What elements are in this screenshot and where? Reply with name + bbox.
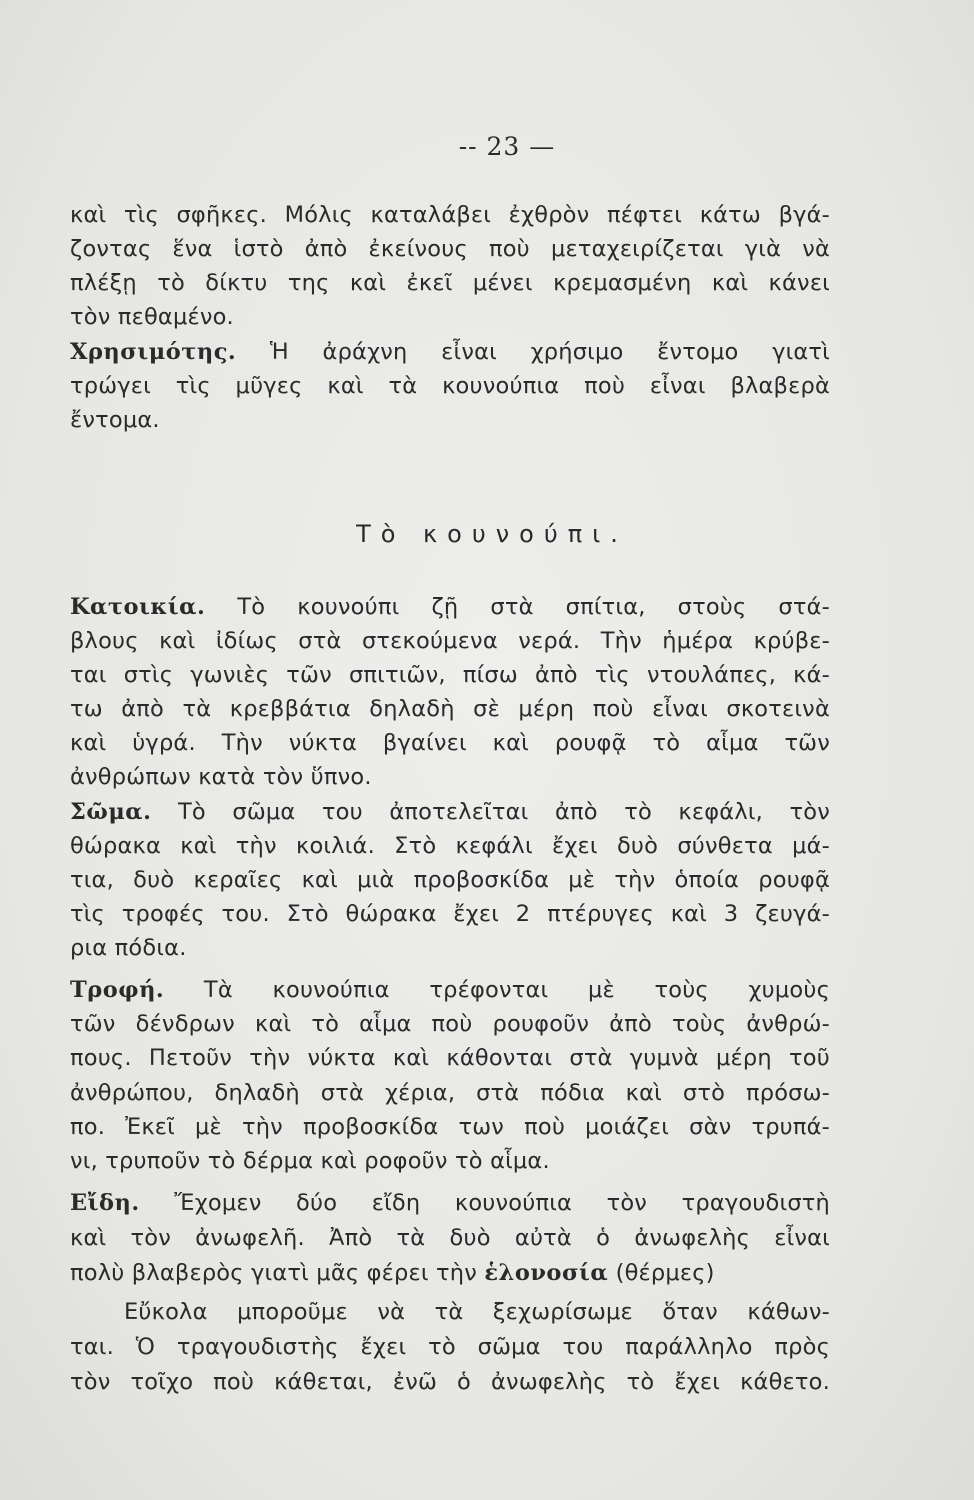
text-line-6: τρώγει τὶς μῦγες καὶ τὰ κουνούπια ποὺ εἶναι βλαβερὰ [70,373,830,399]
text-line-27-end: (θέρμες) [608,1260,715,1286]
text-line-13: ἀνθρώπων κατὰ τὸν ὕπνο. [70,764,372,790]
heading-species: Εἴδη. [70,1190,140,1216]
text-line-4: τὸν πεθαμένο. [70,304,234,330]
text-line-8: Τὸ κουνούπι ζῇ στὰ σπίτια, στοὺς στά- [205,594,830,620]
section-title: Τὸ κουνούπι. [356,520,628,548]
paragraph-habitat [70,591,830,623]
heading-habitat: Κατοικία. [70,594,206,620]
text-line-22: ἀνθρώπου, δηλαδὴ στὰ χέρια, στὰ πόδια καὶ στὸ πρόσω- [70,1080,830,1106]
text-line-20: τῶν δένδρων καὶ τὸ αἷμα ποὺ ρουφοῦν ἀπὸ τοὺς ἀνθρώ- [70,1011,830,1037]
text-line-9: βλους καὶ ἰδίως στὰ στεκούμενα νερά. Τὴν ἡμέρα κρύβε- [70,628,830,654]
text-line-12: καὶ ὑγρά. Τὴν νύκτα βγαίνει καὶ ρουφᾷ τὸ αἷμα τῶν [70,730,830,756]
text-line-15: θώρακα καὶ τὴν κοιλιά. Στὸ κεφάλι ἔχει δυὸ σύνθετα μά- [70,833,830,859]
text-line-30: τὸν τοῖχο ποὺ κάθεται, ἐνῶ ὁ ἀνωφελὴς τὸ ἔχει κάθετο. [70,1369,830,1395]
text-line-10: ται στὶς γωνιὲς τῶν σπιτιῶν, πίσω ἀπὸ τὶς ντουλάπες, κά- [70,662,830,688]
page-number: -- 23 — [458,132,556,161]
text-line-26: καὶ τὸν ἀνωφελῆ. Ἀπὸ τὰ δυὸ αὐτὰ ὁ ἀνωφελὴς εἶναι [70,1225,830,1251]
text-line-27 [70,1257,830,1289]
text-line-2: ζοντας ἕνα ἱστὸ ἀπὸ ἐκείνους ποὺ μεταχειρίζεται γιὰ νὰ [70,236,830,262]
text-line-7: ἔντομα. [70,407,160,433]
term-malaria: ἑλονοσία [484,1260,609,1286]
text-line-3: πλέξῃ τὸ δίκτυ της καὶ ἐκεῖ μένει κρεμασμένη καὶ κάνει [70,270,830,296]
text-line-27-start: πολὺ βλαβερὸς γιατὶ μᾶς φέρει τὴν [70,1260,485,1286]
paragraph-usefulness [70,336,830,368]
text-line-23: πο. Ἐκεῖ μὲ τὴν προβοσκίδα των ποὺ μοιάζει σὰν τρυπά- [70,1114,830,1140]
paragraph-food [70,974,830,1006]
text-line-18: ρια πόδια. [70,935,187,961]
text-line-24: νι, τρυποῦν τὸ δέρμα καὶ ροφοῦν τὸ αἷμα. [70,1148,550,1174]
text-line-21: πους. Πετοῦν τὴν νύκτα καὶ κάθονται στὰ γυμνὰ μέρη τοῦ [70,1045,830,1071]
text-line-11: τω ἀπὸ τὰ κρεββάτια δηλαδὴ σὲ μέρη ποὺ εἶναι σκοτεινὰ [70,696,830,722]
text-line-14: Τὸ σῶμα του ἀποτελεῖται ἀπὸ τὸ κεφάλι, τὸν [151,799,830,825]
text-line-19: Τὰ κουνούπια τρέφονται μὲ τοὺς χυμοὺς [164,977,830,1003]
heading-usefulness: Χρησιμότης. [70,339,237,365]
text-line-29: ται. Ὁ τραγουδιστὴς ἔχει τὸ σῶμα του παράλληλο πρὸς [70,1334,830,1360]
text-line-5: Ἡ ἀράχνη εἶναι χρήσιμο ἔντομο γιατὶ [236,339,830,365]
text-line-17: τὶς τροφές του. Στὸ θώρακα ἔχει 2 πτέρυγες καὶ 3 ζευγά- [70,901,830,927]
heading-body: Σῶμα. [70,799,152,825]
text-line-25: Ἔχομεν δύο εἴδη κουνούπια τὸν τραγουδιστὴ [139,1190,830,1216]
text-line-1: καὶ τὶς σφῆκες. Μόλις καταλάβει ἐχθρὸν πέφτει κάτω βγά- [70,202,830,228]
heading-food: Τροφή. [70,977,165,1003]
paragraph-species [70,1187,830,1219]
text-line-16: τια, δυὸ κεραῖες καὶ μιὰ προβοσκίδα μὲ τὴν ὁποία ρουφᾷ [70,867,830,893]
paragraph-body [70,796,830,828]
text-line-28: Εὔκολα μποροῦμε νὰ τὰ ξεχωρίσωμε ὅταν κάθων- [124,1299,830,1325]
